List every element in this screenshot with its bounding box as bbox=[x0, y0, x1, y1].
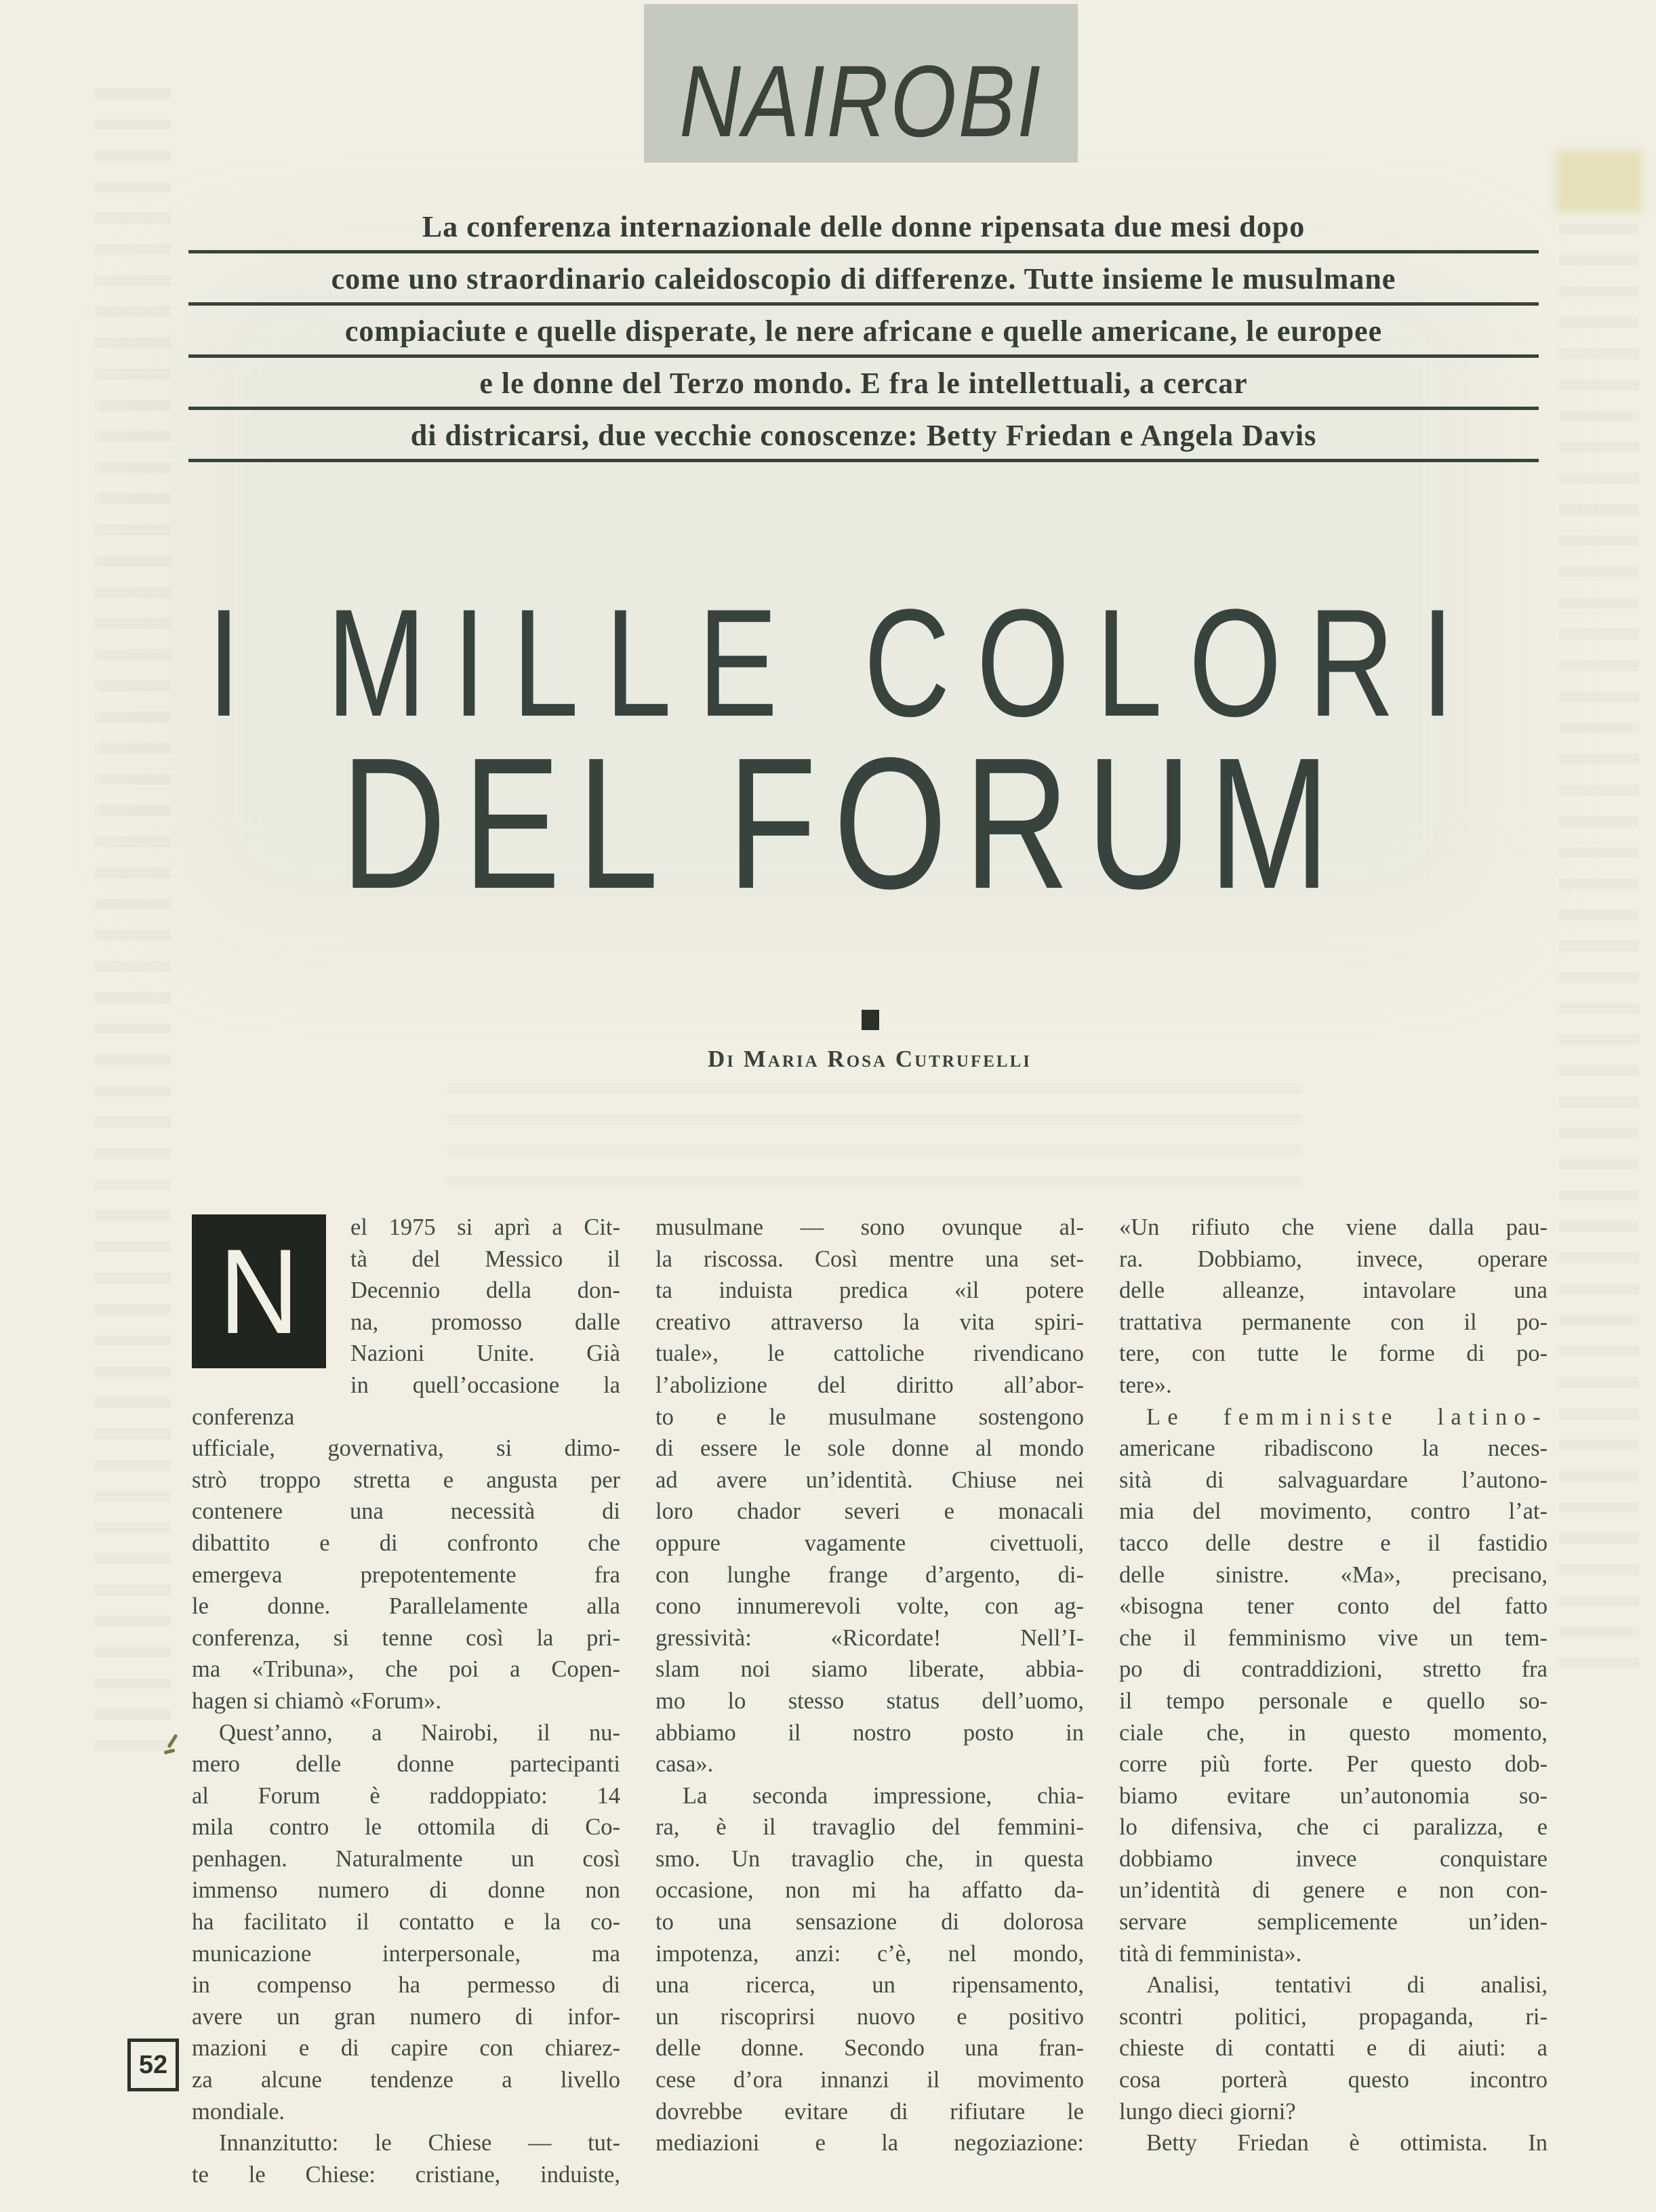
body-text-line: mila contro le ottomila di Co- bbox=[192, 1814, 620, 1841]
body-text-line: delle sinistre. «Ma», precisano, bbox=[1119, 1561, 1548, 1588]
body-text-line: dobbiamo invece conquistare bbox=[1119, 1845, 1548, 1872]
rule bbox=[188, 354, 1539, 358]
body-text-line: abbiamo il nostro posto in bbox=[655, 1719, 1084, 1746]
byline: Di Maria Rosa Cutrufelli bbox=[708, 1046, 1032, 1072]
body-text-line: ufficiale, governativa, si dimo- bbox=[192, 1435, 620, 1462]
body-text-line: slam noi siamo liberate, abbia- bbox=[655, 1656, 1084, 1683]
body-text-line: trattativa permanente con il po- bbox=[1119, 1309, 1548, 1335]
rule bbox=[188, 459, 1539, 462]
body-text-line: immenso numero di donne non bbox=[192, 1877, 620, 1904]
body-text-line: mazioni e di capire con chiarez- bbox=[192, 2035, 620, 2062]
body-text-line: corre più forte. Per questo dob- bbox=[1119, 1751, 1548, 1778]
body-text-line: mediazioni e la negoziazione: bbox=[655, 2130, 1084, 2156]
body-text-line: che il femminismo vive un tem- bbox=[1119, 1624, 1548, 1651]
body-text-line: Le femministe latino- bbox=[1146, 1404, 1548, 1430]
body-text-line: casa». bbox=[655, 1751, 714, 1778]
body-text-line: ha facilitato il contatto e la co- bbox=[192, 1909, 620, 1936]
body-text-line: scontri politici, propaganda, ri- bbox=[1119, 2003, 1548, 2030]
body-text-line: ciale che, in questo momento, bbox=[1119, 1719, 1548, 1746]
body-text-line: loro chador severi e monacali bbox=[655, 1498, 1084, 1525]
rule bbox=[188, 302, 1539, 306]
body-text-line: le donne. Parallelamente alla bbox=[192, 1593, 620, 1620]
body-text-line: cono innumerevoli volte, con ag- bbox=[655, 1593, 1084, 1620]
body-text-line: gressività: «Ricordate! Nell’I- bbox=[655, 1624, 1084, 1651]
body-text-line: la riscossa. Così mentre una set- bbox=[655, 1246, 1084, 1272]
body-text-line: una ricerca, un ripensamento, bbox=[655, 1972, 1084, 1999]
body-text-line: con lunghe frange d’argento, di- bbox=[655, 1561, 1084, 1588]
bleedthrough-left bbox=[95, 88, 171, 1769]
body-text-line: un’identità di genere e non con- bbox=[1119, 1877, 1548, 1904]
body-text-line: tà del Messico il bbox=[350, 1246, 620, 1272]
article-title-line1: I MILLE COLORI bbox=[207, 577, 1481, 748]
body-text-line: in quell’occasione la conferenza bbox=[192, 1372, 620, 1430]
body-text-line: municazione interpersonale, ma bbox=[192, 1940, 620, 1967]
body-text-line: contenere una necessità di bbox=[192, 1498, 620, 1525]
body-text-line: tere, con tutte le forme di po- bbox=[1119, 1340, 1548, 1367]
body-text-line: strò troppo stretta e angusta per bbox=[192, 1467, 620, 1493]
body-text-line: di essere le sole donne al mondo bbox=[655, 1435, 1084, 1462]
rule bbox=[188, 407, 1539, 410]
body-text-line: to una sensazione di dolorosa bbox=[655, 1909, 1084, 1936]
body-text-line: un riscoprirsi nuovo e positivo bbox=[655, 2003, 1084, 2030]
body-text-line: po di contraddizioni, stretto fra bbox=[1119, 1656, 1548, 1683]
body-text-line: ta induista predica «il potere bbox=[655, 1277, 1084, 1304]
body-text-line: creativo attraverso la vita spiri- bbox=[655, 1309, 1084, 1335]
drop-cap-box bbox=[192, 1214, 326, 1368]
standfirst-line: compiaciute e quelle disperate, le nere africane e quelle americane, le europee bbox=[344, 314, 1383, 348]
bleedthrough-center bbox=[447, 1083, 1301, 1198]
byline-square-icon bbox=[862, 1010, 879, 1030]
body-text-line: ra. Dobbiamo, invece, operare bbox=[1119, 1246, 1548, 1272]
body-text-line: conferenza, si tenne così la pri- bbox=[192, 1624, 620, 1651]
body-text-line: servare semplicemente un’iden- bbox=[1119, 1909, 1548, 1936]
body-text-line: dibattito e di confronto che bbox=[192, 1530, 620, 1556]
body-text-line: to e le musulmane sostengono bbox=[655, 1404, 1084, 1430]
article-body bbox=[192, 1212, 1548, 2190]
body-text-line: impotenza, anzi: c’è, nel mondo, bbox=[655, 1940, 1084, 1967]
body-text-line: Decennio della don- bbox=[350, 1277, 620, 1304]
body-text-line: occasione, non mi ha affatto da- bbox=[655, 1877, 1084, 1904]
body-text-line: tuale», le cattoliche rivendicano bbox=[655, 1340, 1084, 1367]
body-text-line: al Forum è raddoppiato: 14 bbox=[192, 1782, 620, 1809]
body-text-line: te le Chiese: cristiane, induiste, bbox=[192, 2161, 620, 2188]
body-text-line: Innanzitutto: le Chiese — tut- bbox=[219, 2130, 620, 2156]
body-text-line: musulmane — sono ovunque al- bbox=[655, 1214, 1084, 1240]
body-text-line: mo lo stesso status dell’uomo, bbox=[655, 1687, 1084, 1714]
page-number: 52 bbox=[138, 2050, 168, 2079]
bleedthrough-right bbox=[1559, 224, 1639, 1681]
body-text-line: il tempo personale e quello so- bbox=[1119, 1687, 1548, 1714]
body-text-line: Analisi, tentativi di analisi, bbox=[1146, 1972, 1548, 1999]
body-text-line: cese d’ora innanzi il movimento bbox=[655, 2067, 1084, 2093]
standfirst-line: e le donne del Terzo mondo. E fra le intellettuali, a cercar bbox=[479, 366, 1248, 400]
body-text-line: l’abolizione del diritto all’abor- bbox=[655, 1372, 1084, 1398]
margin-pen-mark bbox=[163, 1732, 190, 1763]
body-text-line: tità di femminista». bbox=[1119, 1940, 1302, 1967]
body-text-line: mero delle donne partecipanti bbox=[192, 1751, 620, 1778]
standfirst-line: di districarsi, due vecchie conoscenze: Betty Friedan e Angela Davis bbox=[410, 418, 1317, 452]
article-title bbox=[0, 577, 1656, 928]
body-text-line: el 1975 si aprì a Cit- bbox=[350, 1214, 620, 1240]
standfirst-line: come uno straordinario caleidoscopio di differenze. Tutte insieme le musulmane bbox=[331, 262, 1396, 295]
article-column-2 bbox=[655, 1212, 1084, 2190]
body-text-line: hagen si chiamò «Forum». bbox=[192, 1687, 441, 1714]
body-text-line: delle donne. Secondo una fran- bbox=[655, 2035, 1084, 2062]
body-text-line: Quest’anno, a Nairobi, il nu- bbox=[219, 1719, 620, 1746]
body-text-line: za alcune tendenze a livello bbox=[192, 2067, 620, 2093]
drop-cap-letter: N bbox=[218, 1223, 300, 1359]
body-text-line: lungo dieci giorni? bbox=[1119, 2098, 1296, 2125]
body-text-line: ad avere un’identità. Chiuse nei bbox=[655, 1467, 1084, 1493]
body-text-line: mondiale. bbox=[192, 2098, 285, 2125]
body-text-line: smo. Un travaglio che, in questa bbox=[655, 1845, 1084, 1872]
body-text-line: emergeva prepotentemente fra bbox=[192, 1561, 620, 1588]
body-text-line: avere un gran numero di infor- bbox=[192, 2003, 620, 2030]
standfirst-line: La conferenza internazionale delle donne ripensata due mesi dopo bbox=[422, 209, 1306, 243]
body-text-line: tere». bbox=[1119, 1372, 1172, 1398]
body-text-line: americane ribadiscono la neces- bbox=[1119, 1435, 1548, 1462]
body-text-line: mia del movimento, contro l’at- bbox=[1119, 1498, 1548, 1525]
body-text-line: «Un rifiuto che viene dalla pau- bbox=[1119, 1214, 1548, 1240]
body-text-line: sità di salvaguardare l’autono- bbox=[1119, 1467, 1548, 1493]
standfirst bbox=[188, 207, 1539, 468]
body-text-line: ra, è il travaglio del femmini- bbox=[655, 1814, 1084, 1841]
body-text-line: tacco delle destre e il fastidio bbox=[1119, 1530, 1548, 1556]
body-text-line: penhagen. Naturalmente un così bbox=[192, 1845, 620, 1872]
body-text-line: «bisogna tener conto del fatto bbox=[1119, 1593, 1548, 1620]
kicker-text: NAIROBI bbox=[679, 44, 1043, 158]
kicker-box bbox=[644, 4, 1078, 163]
body-text-line: delle alleanze, intavolare una bbox=[1119, 1277, 1548, 1304]
article-title-line2: DEL FORUM bbox=[340, 719, 1348, 928]
body-text-line: lo difensiva, che ci paralizza, e bbox=[1119, 1814, 1548, 1841]
page-number-box bbox=[127, 2039, 179, 2091]
body-text-line: ma «Tribuna», che poi a Copen- bbox=[192, 1656, 620, 1683]
body-text-line: in compenso ha permesso di bbox=[192, 1972, 620, 1999]
body-text-line: Betty Friedan è ottimista. In bbox=[1146, 2130, 1548, 2156]
body-text-line: La seconda impressione, chia- bbox=[683, 1782, 1084, 1809]
body-text-line: dovrebbe evitare di rifiutare le bbox=[655, 2098, 1084, 2125]
body-text-line: chieste di contatti e di aiuti: a bbox=[1119, 2035, 1548, 2062]
body-text-line: oppure vagamente civettuoli, bbox=[655, 1530, 1084, 1556]
scan-smudge bbox=[1556, 150, 1642, 213]
body-text-line: na, promosso dalle bbox=[350, 1309, 620, 1335]
body-text-line: biamo evitare un’autonomia so- bbox=[1119, 1782, 1548, 1809]
rule bbox=[188, 250, 1539, 253]
body-text-line: Nazioni Unite. Già bbox=[350, 1340, 620, 1367]
article-column-1 bbox=[192, 1212, 620, 2190]
body-text-line: cosa porterà questo incontro bbox=[1119, 2067, 1548, 2093]
article-column-3 bbox=[1119, 1212, 1548, 2190]
